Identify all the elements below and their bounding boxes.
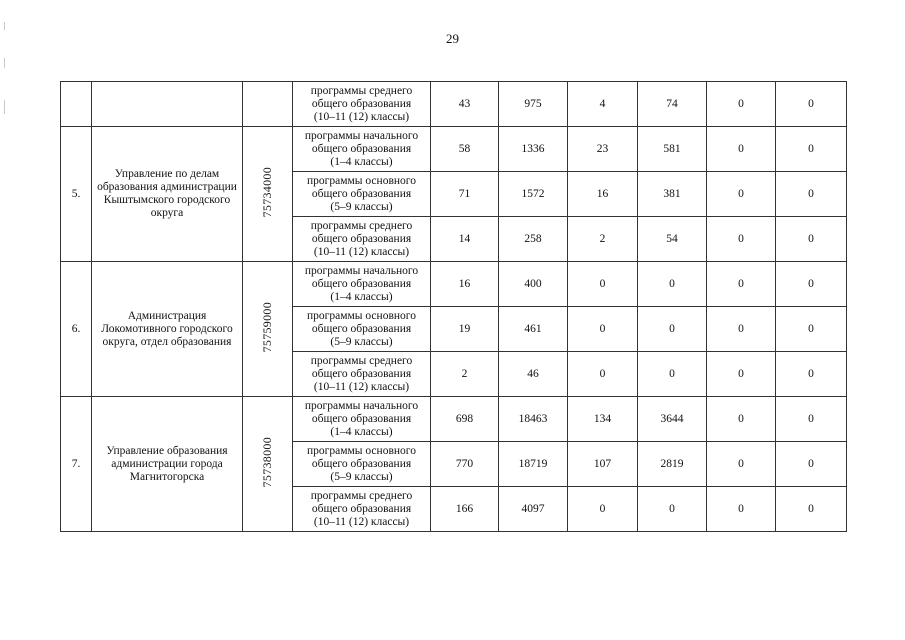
program-line: программы среднего xyxy=(310,354,413,367)
code-cell xyxy=(243,397,293,532)
value-cell: 0 xyxy=(707,397,776,442)
program-line: общего образования xyxy=(311,97,412,110)
scan-edge-mark xyxy=(4,100,5,114)
program-line: программы основного xyxy=(307,309,416,322)
program-line: программы среднего xyxy=(310,219,413,232)
value-cell: 107 xyxy=(568,442,638,487)
value-cell: 0 xyxy=(776,82,847,127)
program-cell xyxy=(293,442,431,487)
code-text: 75759000 xyxy=(260,301,274,353)
program-line: (5–9 классы) xyxy=(330,470,393,483)
number-cell: 6. xyxy=(61,262,92,397)
program-line: общего образования xyxy=(311,277,412,290)
value-cell: 0 xyxy=(776,172,847,217)
program-line: (10–11 (12) классы) xyxy=(313,110,410,123)
value-cell: 4 xyxy=(568,82,638,127)
program-line: программы среднего xyxy=(310,489,413,502)
program-line: общего образования xyxy=(311,502,412,515)
value-cell: 74 xyxy=(638,82,707,127)
value-cell: 0 xyxy=(707,127,776,172)
value-cell: 4097 xyxy=(499,487,568,532)
program-line: общего образования xyxy=(311,187,412,200)
program-line: программы начального xyxy=(304,129,419,142)
value-cell: 1572 xyxy=(499,172,568,217)
value-cell: 1336 xyxy=(499,127,568,172)
value-cell: 0 xyxy=(568,352,638,397)
value-cell: 46 xyxy=(499,352,568,397)
value-cell: 2819 xyxy=(638,442,707,487)
value-cell: 0 xyxy=(568,487,638,532)
value-cell: 400 xyxy=(499,262,568,307)
value-cell: 18719 xyxy=(499,442,568,487)
value-cell: 381 xyxy=(638,172,707,217)
program-line: (10–11 (12) классы) xyxy=(313,380,410,393)
organization-cell: Управление по делам образования администрации Кыштымского городского округа xyxy=(92,127,243,262)
program-line: программы начального xyxy=(304,264,419,277)
value-cell: 0 xyxy=(638,307,707,352)
program-line: (1–4 классы) xyxy=(330,155,393,168)
value-cell: 0 xyxy=(776,217,847,262)
program-line: общего образования xyxy=(311,457,412,470)
program-cell xyxy=(293,487,431,532)
page-number: 29 xyxy=(446,31,459,46)
value-cell: 0 xyxy=(776,487,847,532)
code-text: 75734000 xyxy=(260,166,274,218)
table-row xyxy=(61,397,847,442)
organization-cell xyxy=(92,82,243,127)
table-row xyxy=(61,82,847,127)
value-cell: 14 xyxy=(431,217,499,262)
program-cell xyxy=(293,82,431,127)
value-cell: 698 xyxy=(431,397,499,442)
value-cell: 0 xyxy=(776,397,847,442)
organization-cell: Администрация Локомотивного городского округа, отдел образования xyxy=(92,262,243,397)
value-cell: 0 xyxy=(707,487,776,532)
program-line: программы среднего xyxy=(310,84,413,97)
value-cell: 0 xyxy=(638,262,707,307)
value-cell: 0 xyxy=(707,217,776,262)
value-cell: 581 xyxy=(638,127,707,172)
value-cell: 166 xyxy=(431,487,499,532)
program-line: программы начального xyxy=(304,399,419,412)
value-cell: 0 xyxy=(707,82,776,127)
program-line: общего образования xyxy=(311,322,412,335)
scan-edge-mark xyxy=(4,58,5,68)
number-cell: 5. xyxy=(61,127,92,262)
code-cell xyxy=(243,262,293,397)
program-line: (1–4 классы) xyxy=(330,290,393,303)
code-text: 75738000 xyxy=(260,436,274,488)
value-cell: 43 xyxy=(431,82,499,127)
value-cell: 0 xyxy=(638,487,707,532)
value-cell: 16 xyxy=(431,262,499,307)
value-cell: 3644 xyxy=(638,397,707,442)
value-cell: 0 xyxy=(568,262,638,307)
value-cell: 23 xyxy=(568,127,638,172)
program-cell xyxy=(293,397,431,442)
value-cell: 0 xyxy=(707,307,776,352)
table-body xyxy=(61,82,847,532)
value-cell: 0 xyxy=(707,172,776,217)
value-cell: 16 xyxy=(568,172,638,217)
value-cell: 975 xyxy=(499,82,568,127)
program-cell xyxy=(293,352,431,397)
program-line: (5–9 классы) xyxy=(330,200,393,213)
table-row xyxy=(61,127,847,172)
table-row xyxy=(61,262,847,307)
code-cell xyxy=(243,127,293,262)
value-cell: 0 xyxy=(776,307,847,352)
program-line: (1–4 классы) xyxy=(330,425,393,438)
value-cell: 2 xyxy=(568,217,638,262)
program-cell xyxy=(293,172,431,217)
enrollment-table xyxy=(60,81,847,532)
value-cell: 58 xyxy=(431,127,499,172)
program-cell xyxy=(293,262,431,307)
program-line: общего образования xyxy=(311,367,412,380)
program-line: общего образования xyxy=(311,412,412,425)
value-cell: 0 xyxy=(776,127,847,172)
scan-edge-mark xyxy=(4,22,5,30)
value-cell: 0 xyxy=(776,442,847,487)
value-cell: 19 xyxy=(431,307,499,352)
program-line: общего образования xyxy=(311,142,412,155)
program-line: (5–9 классы) xyxy=(330,335,393,348)
program-line: программы основного xyxy=(307,174,416,187)
program-line: (10–11 (12) классы) xyxy=(313,245,410,258)
value-cell: 54 xyxy=(638,217,707,262)
program-line: программы основного xyxy=(307,444,416,457)
value-cell: 770 xyxy=(431,442,499,487)
program-cell xyxy=(293,127,431,172)
value-cell: 134 xyxy=(568,397,638,442)
value-cell: 18463 xyxy=(499,397,568,442)
number-cell: 7. xyxy=(61,397,92,532)
program-cell xyxy=(293,307,431,352)
number-cell xyxy=(61,82,92,127)
value-cell: 258 xyxy=(499,217,568,262)
program-line: (10–11 (12) классы) xyxy=(313,515,410,528)
value-cell: 0 xyxy=(638,352,707,397)
value-cell: 0 xyxy=(776,262,847,307)
value-cell: 0 xyxy=(707,442,776,487)
value-cell: 0 xyxy=(776,352,847,397)
value-cell: 461 xyxy=(499,307,568,352)
value-cell: 0 xyxy=(707,262,776,307)
value-cell: 71 xyxy=(431,172,499,217)
program-cell xyxy=(293,217,431,262)
program-line: общего образования xyxy=(311,232,412,245)
value-cell: 0 xyxy=(707,352,776,397)
code-cell xyxy=(243,82,293,127)
value-cell: 2 xyxy=(431,352,499,397)
organization-cell: Управление образования администрации города Магнитогорска xyxy=(92,397,243,532)
value-cell: 0 xyxy=(568,307,638,352)
